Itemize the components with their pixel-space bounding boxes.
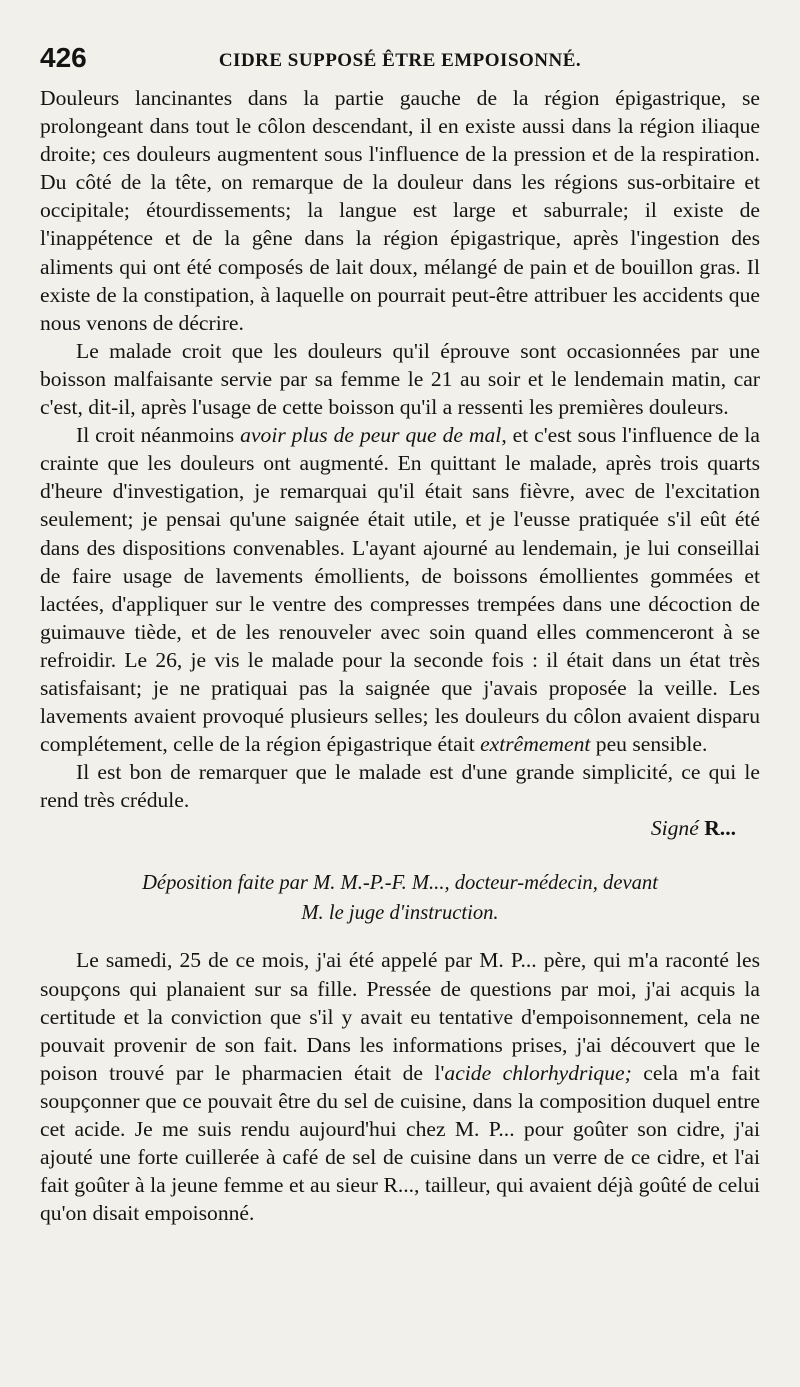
treatment-emphasis-quote: avoir plus de peur que de mal xyxy=(240,423,502,448)
page-number: 426 xyxy=(40,42,87,73)
paragraph-deposition xyxy=(40,946,760,1227)
running-head xyxy=(40,40,760,80)
paragraph-symptoms: Douleurs lancinantes dans la partie gauche de la région épigastrique, se prolongeant dans tout le côlon descendant, il en existe aussi dans la région iliaque droite; ces douleurs augmentent sous l'influence de la pression et de la respiration. Du côté de la tête, on remarque de la douleur dans les régions sus-orbitaire et occipitale; étourdissements; la langue est large et saburrale; il existe de l'inappétence et de la gêne dans la région épigastrique, après l'ingestion des aliments qui ont été composés de lait doux, mélangé de pain et de bouillon gras. Il existe de la constipation, à laquelle on pourrait peut-être attribuer les accidents que nous venons de décrire. xyxy=(40,86,760,335)
paragraph-treatment xyxy=(40,421,760,758)
signature xyxy=(651,814,736,842)
paragraph-remark xyxy=(40,758,760,814)
treatment-emphasis-extremement: extrêmement xyxy=(480,732,591,757)
deposition-text-a: Le samedi, 25 de ce mois, j'ai été appelé par M. P... père, qui m'a raconté les soupçons qui planaient sur sa fille. Pressée de questions par moi, j'ai acquis la certitude et la conviction que s'il y avait eu tentative d'empoisonnement, cela ne pouvait provenir de son fait. Dans les informations prises, j'ai découvert que le poison trouvé par le pharmacien était de l' xyxy=(40,948,760,1085)
signature-line xyxy=(40,814,760,842)
treatment-text-a: Il croit néanmoins xyxy=(76,423,241,448)
remark-text: Il est bon de remarquer que le malade est d'une grande simplicité, ce qui le rend très crédule. xyxy=(40,760,760,813)
book-page xyxy=(40,40,760,1227)
treatment-text-c: peu sensible. xyxy=(590,732,708,757)
deposition-heading-line1: Déposition faite par M. M.-P.-F. M..., docteur-médecin, devant xyxy=(142,872,658,895)
deposition-heading xyxy=(40,868,760,928)
deposition-emphasis-acid: acide chlorhydrique; xyxy=(444,1060,632,1085)
deposition-heading-line2: M. le juge d'instruction. xyxy=(301,902,499,925)
deposition-text-b: cela m'a fait soupçonner que ce pouvait être du sel de cuisine, dans la composition duquel entre cet acide. Je me suis rendu aujourd'hui chez M. P... pour goûter son cidre, j'ai ajouté une forte cuillerée à café de sel de cuisine dans un verre de ce cidre, et l'ai fait goûter à la jeune femme et au sieur R..., tailleur, qui avaient déjà goûté de celui qu'on disait empoisonné. xyxy=(40,1060,761,1226)
running-title: CIDRE SUPPOSÉ ÊTRE EMPOISONNÉ. xyxy=(218,50,582,71)
treatment-text-b: , et c'est sous l'influence de la crainte que les douleurs ont augmenté. En quittant le malade, après trois quarts d'heure d'investigation, je remarquai qu'il était sans fièvre, avec de l'excitation seulement; je pensai qu'une saignée était utile, et je l'eusse pratiquée s'il eût été dans des dispositions convenables. L'ayant ajourné au lendemain, je lui conseillai de faire usage de lavements émollients, de boissons émollientes gommées et lactées, d'appliquer sur le ventre des compresses trempées dans une décoction de guimauve tiède, et de les renouveler avec soin quand elles commenceront à se refroidir. Le 26, je vis le malade pour la seconde fois : il était dans un état très satisfaisant; je ne pratiquai pas la saignée que j'avais proposée la veille. Les lavements avaient provoqué plusieurs selles; les douleurs du côlon avaient disparu complétement, celle de la région épigastrique était xyxy=(40,423,760,757)
signature-signed: Signé xyxy=(650,816,699,841)
signature-name: R... xyxy=(704,816,736,841)
paragraph-patient-belief: Le malade croit que les douleurs qu'il éprouve sont occasionnées par une boisson malfaisante servie par sa femme le 21 au soir et le lendemain matin, car c'est, dit-il, après l'usage de cette boisson qu'il a ressenti les premières douleurs. xyxy=(40,338,760,420)
